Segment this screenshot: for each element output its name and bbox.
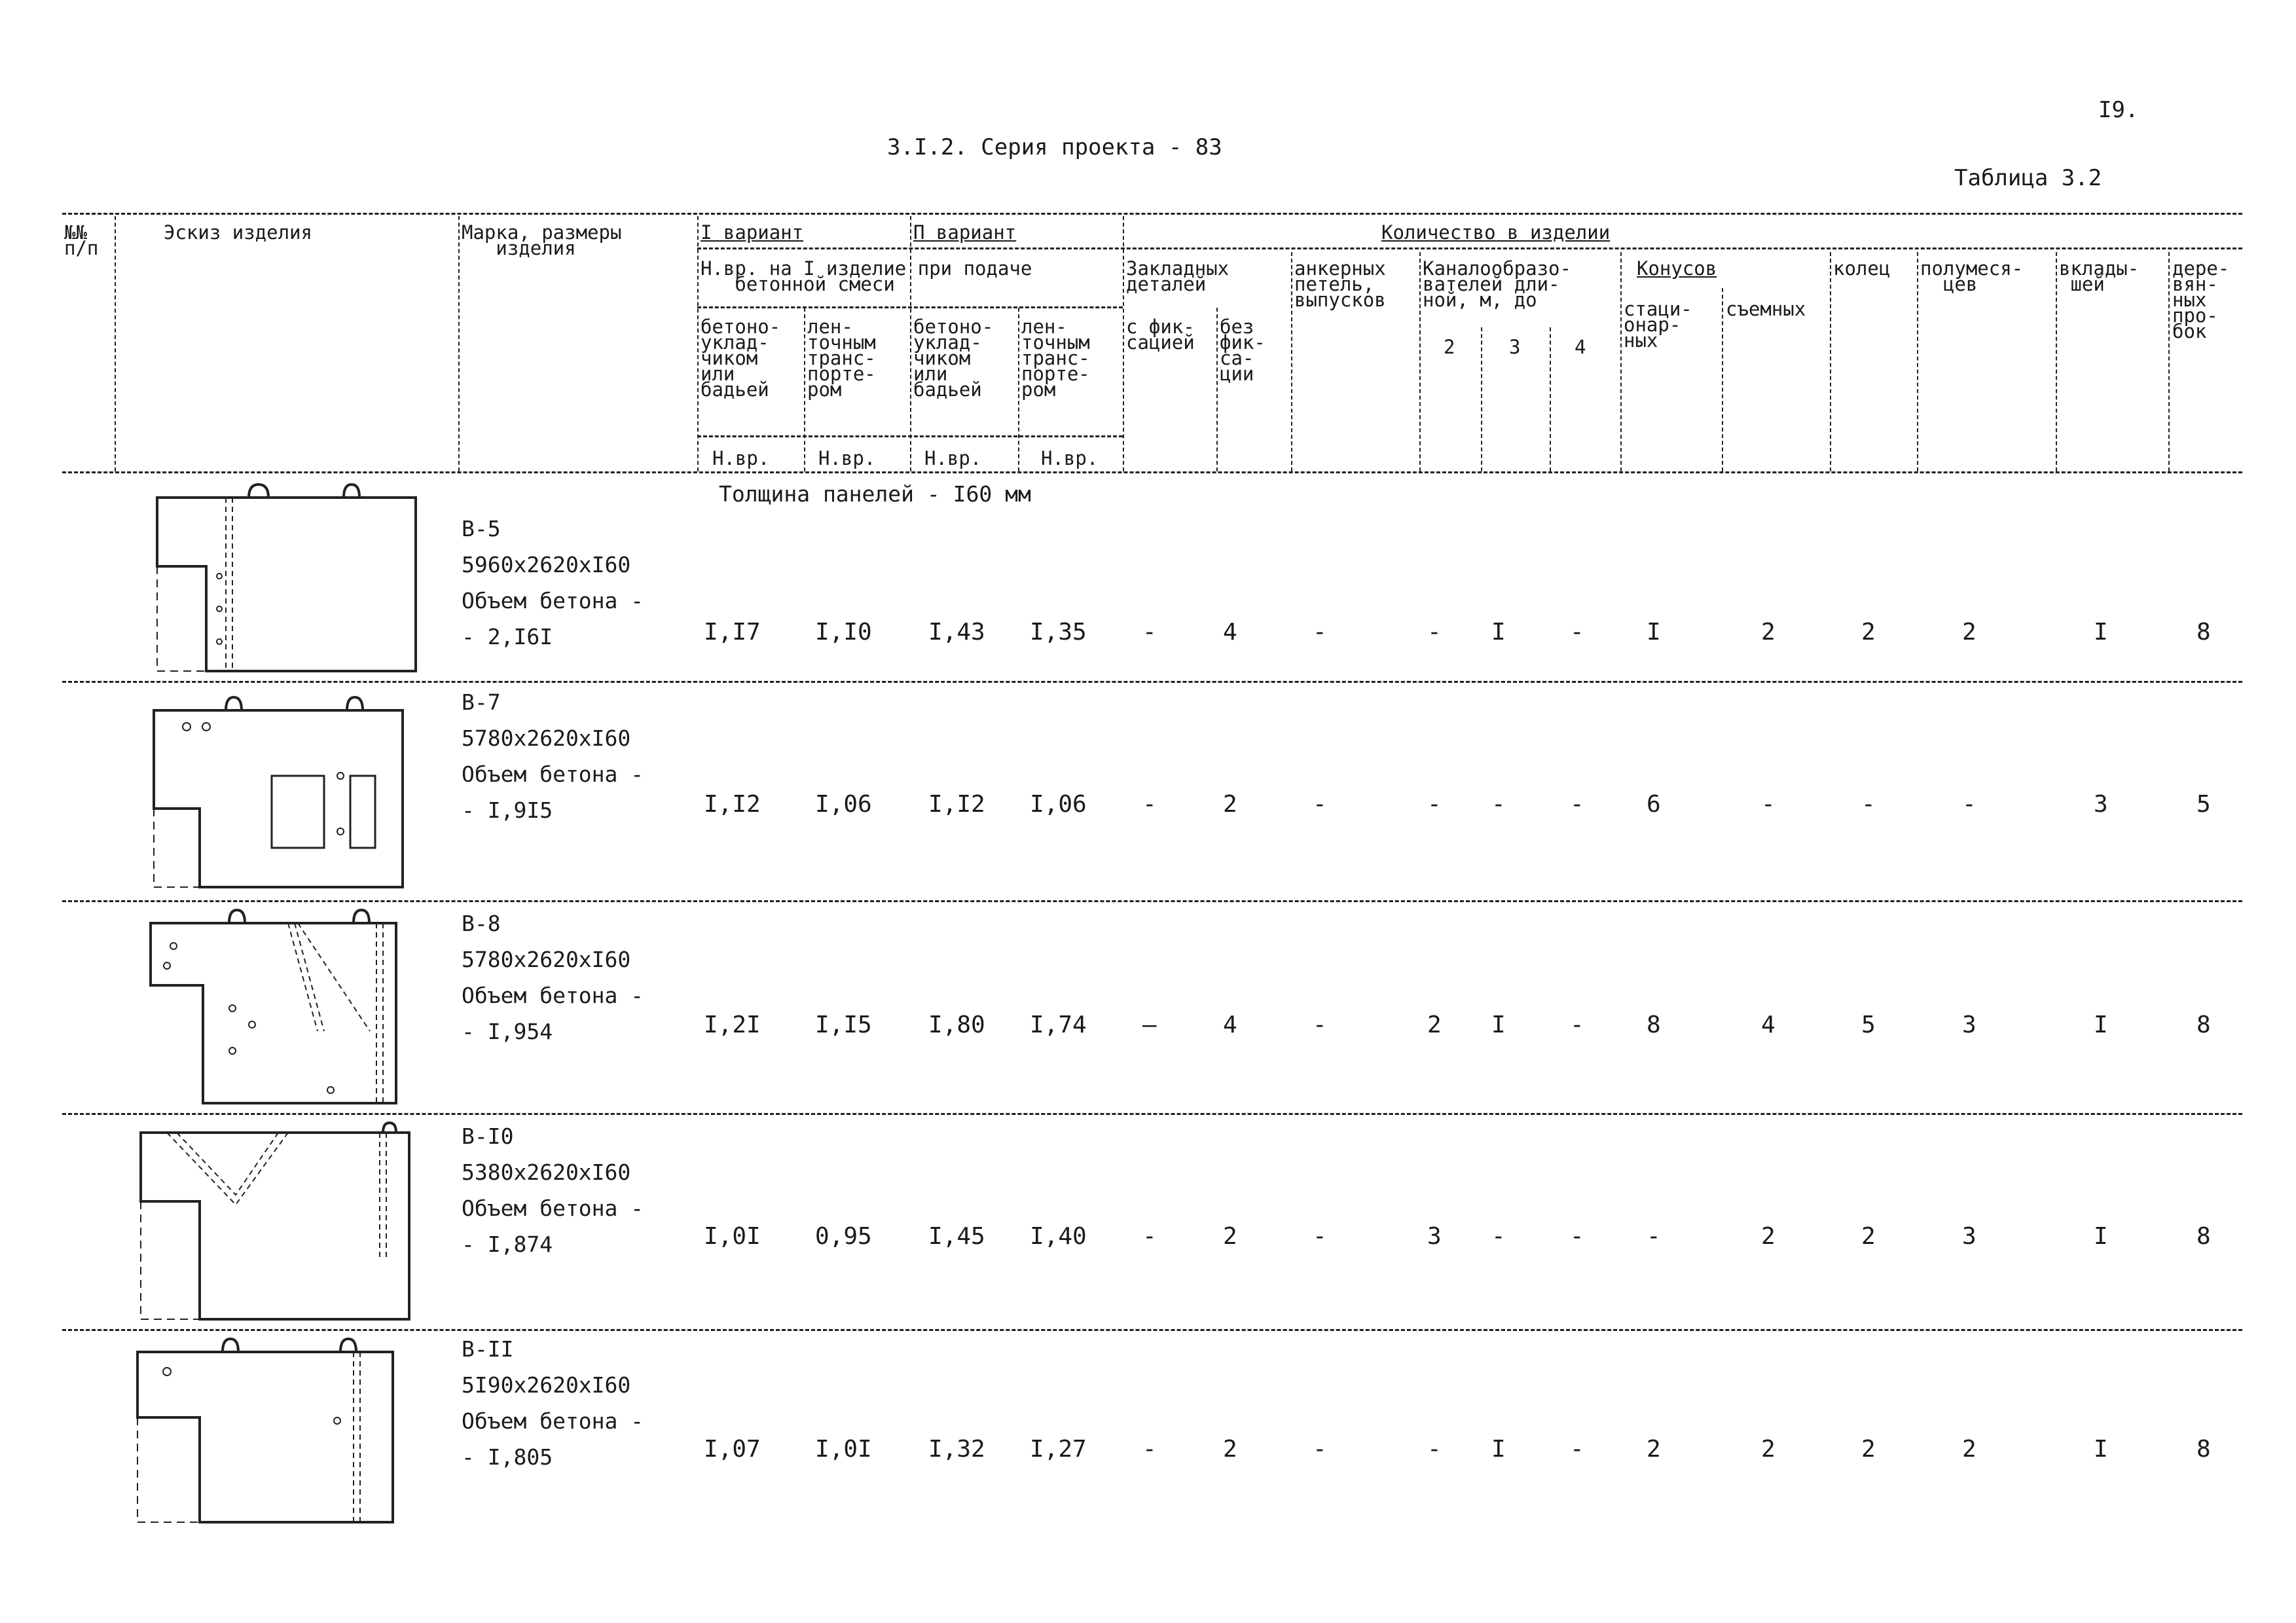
table-cell: - <box>1861 791 1876 818</box>
volume-label: Объем бетона - <box>462 1408 644 1434</box>
col-sep-17 <box>2056 252 2057 471</box>
hdr-ch3: 3 <box>1509 336 1521 358</box>
row-rule-1 <box>62 681 2242 683</box>
hdr-rings: колец <box>1833 257 1891 280</box>
hdr-unit2: Н.вр. <box>818 447 876 469</box>
table-cell: I,07 <box>704 1436 761 1463</box>
col-sep-7 <box>1123 216 1124 471</box>
table-cell: I <box>2094 1223 2108 1250</box>
table-label: Таблица 3.2 <box>1954 165 2102 191</box>
table-cell: - <box>1142 1436 1157 1463</box>
volume-label: Объем бетона - <box>462 588 644 613</box>
product-size: 5780x2620xI60 <box>462 725 631 751</box>
table-cell: 8 <box>2196 1223 2211 1250</box>
table-cell: - <box>1570 1012 1584 1038</box>
table-cell: - <box>1313 791 1327 818</box>
hdr-qty: Количество в изделии <box>1381 221 1611 244</box>
table-cell: 2 <box>1427 1012 1442 1038</box>
hdr-cone-stat: стаци- онар- ных <box>1624 298 1692 352</box>
table-cell: 8 <box>2196 1436 2211 1463</box>
table-cell: - <box>1142 791 1157 818</box>
hdr-c1: бетоно- уклад- чиком или бадьей <box>701 316 781 401</box>
hdr-cone-rem: съемных <box>1726 298 1806 320</box>
table-cell: - <box>1570 791 1584 818</box>
row-mark <box>462 511 644 655</box>
hdr-cones: Конусов <box>1637 257 1717 280</box>
product-size: 5960x2620xI60 <box>462 552 631 577</box>
table-cell: 2 <box>1223 1436 1237 1463</box>
hdr-c2: лен- точным транс- порте- ром <box>807 316 876 401</box>
table-cell: I,I2 <box>704 791 761 818</box>
hdr-halfmoons: полумеся- цев <box>1920 257 2024 295</box>
hdr-c3: бетоно- уклад- чиком или бадьей <box>913 316 994 401</box>
table-cell: 5 <box>1861 1012 1876 1038</box>
table-cell: - <box>1313 1436 1327 1463</box>
sketch-b8 <box>128 907 422 1112</box>
product-mark: В-5 <box>462 516 501 541</box>
table-cell: - <box>1491 1223 1506 1250</box>
col-sep-12 <box>1550 327 1551 471</box>
row-rule-2 <box>62 900 2242 902</box>
hdr-ch4: 4 <box>1575 336 1586 358</box>
table-cell: I <box>2094 1436 2108 1463</box>
table-cell: 2 <box>1861 619 1876 646</box>
product-size: 5380x2620xI60 <box>462 1159 631 1185</box>
table-cell: I,06 <box>1030 791 1087 818</box>
hdr-emb-fix: с фик- сацией <box>1126 316 1195 354</box>
row-mark <box>462 905 644 1049</box>
table-cell: 2 <box>1761 619 1776 646</box>
hdr-ch2: 2 <box>1444 336 1455 358</box>
table-cell: - <box>1491 791 1506 818</box>
product-mark: В-I0 <box>462 1123 514 1149</box>
header-top-rule <box>62 213 2242 215</box>
volume-value: - I,874 <box>462 1231 553 1257</box>
sketch-b11 <box>128 1336 422 1535</box>
hdr-emb-nofix: без фик- са- ции <box>1220 316 1266 385</box>
table-cell: 2 <box>1761 1436 1776 1463</box>
table-cell: 0,95 <box>815 1223 872 1250</box>
table-cell: I <box>2094 1012 2108 1038</box>
table-cell: 2 <box>1962 1436 1977 1463</box>
hdr-mark: Марка, размеры изделия <box>462 221 622 259</box>
table-cell: - <box>1313 1012 1327 1038</box>
table-cell: - <box>1313 1223 1327 1250</box>
table-cell: 2 <box>1861 1436 1876 1463</box>
table-cell: I <box>2094 619 2108 646</box>
volume-value: - 2,I6I <box>462 624 553 649</box>
hdr-plugs: дере- вян- ных про- бок <box>2172 257 2230 342</box>
volume-label: Объем бетона - <box>462 983 644 1008</box>
col-sep-3 <box>697 216 699 471</box>
col-sep-2 <box>458 216 460 471</box>
product-size: 5I90x2620xI60 <box>462 1372 631 1398</box>
table-cell: I,74 <box>1030 1012 1087 1038</box>
table-cell: I,06 <box>815 791 872 818</box>
col-sep-4 <box>804 308 805 471</box>
row-rule-4 <box>62 1329 2242 1331</box>
table-cell: - <box>1570 1223 1584 1250</box>
table-cell: I,35 <box>1030 619 1087 646</box>
table-cell: - <box>1142 1223 1157 1250</box>
table-cell: 8 <box>2196 1012 2211 1038</box>
table-cell: I,43 <box>928 619 985 646</box>
table-cell: 4 <box>1223 1012 1237 1038</box>
hdr-embedded: Закладных деталей <box>1126 257 1230 295</box>
table-cell: I,I5 <box>815 1012 872 1038</box>
table-cell: 2 <box>1223 791 1237 818</box>
table-cell: — <box>1142 1012 1157 1038</box>
table-cell: I,I2 <box>928 791 985 818</box>
hdr-sketch: Эскиз изделия <box>164 221 312 244</box>
volume-value: - I,954 <box>462 1019 553 1044</box>
hdr-inserts: вклады- шей <box>2059 257 2140 295</box>
table-cell: 8 <box>1647 1012 1661 1038</box>
volume-label: Объем бетона - <box>462 1195 644 1221</box>
table-cell: I,I0 <box>815 619 872 646</box>
series-title: 3.I.2. Серия проекта - 83 <box>887 134 1222 160</box>
col-sep-16 <box>1917 252 1918 471</box>
table-cell: I,0I <box>704 1223 761 1250</box>
sketch-b7 <box>128 691 422 896</box>
volume-value: - I,9I5 <box>462 797 553 823</box>
hdr-unit3: Н.вр. <box>924 447 982 469</box>
table-cell: I,I7 <box>704 619 761 646</box>
col-sep-11 <box>1481 327 1482 471</box>
hdr-anchors: анкерных петель, выпусков <box>1294 257 1386 311</box>
col-sep-10 <box>1419 252 1421 471</box>
table-cell: - <box>1427 619 1442 646</box>
table-cell: - <box>1570 619 1584 646</box>
col-sep-9 <box>1291 252 1292 471</box>
hdr-var1: I вариант <box>701 221 804 244</box>
col-sep-15 <box>1830 252 1831 471</box>
col-sep-5 <box>910 216 911 471</box>
table-cell: I,40 <box>1030 1223 1087 1250</box>
table-cell: 3 <box>1962 1012 1977 1038</box>
hdr-unit4: Н.вр. <box>1041 447 1099 469</box>
col-sep-13 <box>1620 252 1622 471</box>
table-cell: 4 <box>1761 1012 1776 1038</box>
table-cell: - <box>1647 1223 1661 1250</box>
table-cell: I,32 <box>928 1436 985 1463</box>
table-cell: I,0I <box>815 1436 872 1463</box>
table-cell: 8 <box>2196 619 2211 646</box>
hdr-unit1: Н.вр. <box>712 447 770 469</box>
table-cell: I,45 <box>928 1223 985 1250</box>
table-cell: - <box>1142 619 1157 646</box>
table-cell: 3 <box>1962 1223 1977 1250</box>
table-cell: I <box>1491 619 1506 646</box>
table-cell: I <box>1647 619 1661 646</box>
table-cell: 3 <box>2094 791 2108 818</box>
table-cell: 3 <box>1427 1223 1442 1250</box>
table-cell: - <box>1570 1436 1584 1463</box>
table-cell: 4 <box>1223 619 1237 646</box>
table-cell: - <box>1313 619 1327 646</box>
table-cell: I,80 <box>928 1012 985 1038</box>
volume-label: Объем бетона - <box>462 761 644 787</box>
table-cell: I <box>1491 1012 1506 1038</box>
volume-value: - I,805 <box>462 1444 553 1470</box>
product-mark: В-II <box>462 1336 514 1362</box>
row-mark <box>462 684 644 828</box>
row-mark <box>462 1331 644 1475</box>
section-title: Толщина панелей - I60 мм <box>719 481 1031 507</box>
sketch-b10 <box>128 1123 422 1328</box>
header-rule-2 <box>697 247 2242 249</box>
row-mark <box>462 1118 644 1262</box>
product-size: 5780x2620xI60 <box>462 947 631 972</box>
col-sep-18 <box>2168 252 2170 471</box>
table-cell: 2 <box>1223 1223 1237 1250</box>
sketch-b5 <box>128 488 422 680</box>
table-cell: I,27 <box>1030 1436 1087 1463</box>
row-rule-3 <box>62 1113 2242 1115</box>
table-cell: 2 <box>1647 1436 1661 1463</box>
header-bottom-rule <box>62 471 2242 473</box>
table-cell: - <box>1962 791 1977 818</box>
col-sep-6 <box>1018 308 1019 471</box>
table-cell: - <box>1761 791 1776 818</box>
table-cell: 2 <box>1962 619 1977 646</box>
col-sep-1 <box>115 216 116 471</box>
table-cell: 5 <box>2196 791 2211 818</box>
hdr-num: №№ п/п <box>64 221 99 259</box>
col-sep-14 <box>1722 288 1723 471</box>
page-number: I9. <box>2098 97 2139 123</box>
product-mark: В-7 <box>462 689 501 715</box>
table-cell: 6 <box>1647 791 1661 818</box>
table-cell: - <box>1427 791 1442 818</box>
hdr-channels: Каналообразо- вателей дли- ной, м, до <box>1423 257 1571 311</box>
table-cell: 2 <box>1861 1223 1876 1250</box>
table-cell: - <box>1427 1436 1442 1463</box>
hdr-nvr: Н.вр. на I изделие при подаче бетонной смеси <box>701 257 1032 295</box>
table-cell: 2 <box>1761 1223 1776 1250</box>
hdr-c4: лен- точным транс- порте- ром <box>1021 316 1090 401</box>
col-sep-8 <box>1216 308 1218 471</box>
table-cell: I,2I <box>704 1012 761 1038</box>
hdr-var2: П вариант <box>913 221 1017 244</box>
table-cell: I <box>1491 1436 1506 1463</box>
product-mark: В-8 <box>462 911 501 936</box>
